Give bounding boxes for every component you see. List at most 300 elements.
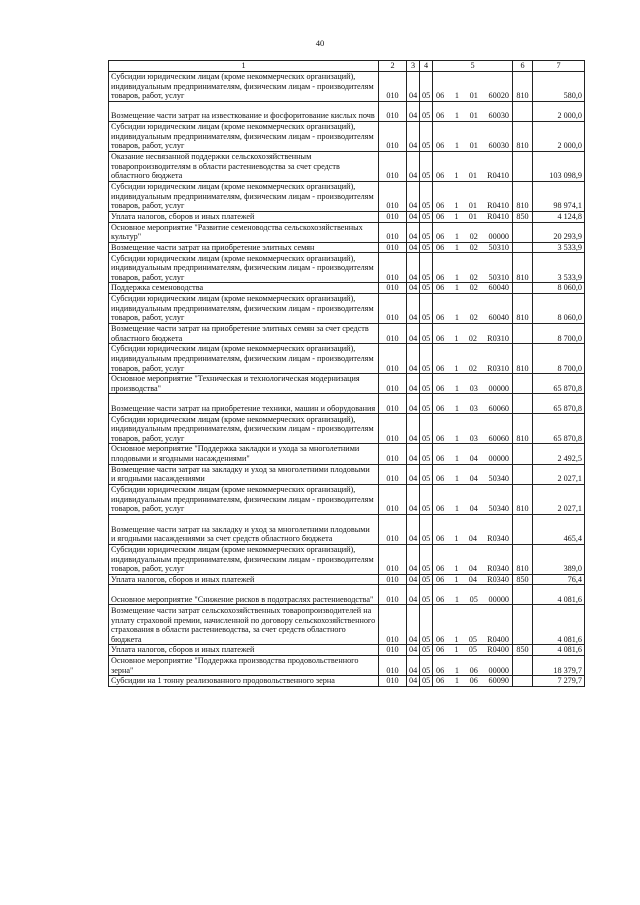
chapter-code-cell: 010 [379, 152, 407, 182]
target-article-part: R0340 [487, 534, 509, 544]
row-name-cell: Возмещение части затрат на приобретение элитных семян [109, 242, 379, 253]
target-article-cell [433, 585, 513, 605]
expense-type-cell: 850 [513, 212, 533, 223]
table-row [109, 645, 585, 656]
amount-cell: 8 700,0 [533, 344, 585, 374]
row-name-cell: Уплата налогов, сборов и иных платежей [109, 645, 379, 656]
amount-cell: 2 000,0 [533, 122, 585, 152]
target-article-part: 1 [454, 272, 459, 282]
chapter-code-cell: 010 [379, 72, 407, 102]
amount-cell: 2 027,1 [533, 484, 585, 514]
target-article-part: 06 [436, 283, 445, 293]
amount-cell: 2 027,1 [533, 464, 585, 484]
subsection-code-cell: 05 [420, 544, 433, 574]
target-article-cell [433, 102, 513, 122]
table-row [109, 414, 585, 444]
subsection-code-cell: 05 [420, 344, 433, 374]
table-header-row [109, 61, 585, 72]
expense-type-cell [513, 464, 533, 484]
target-article-part: 06 [436, 433, 445, 443]
section-code-cell: 04 [407, 323, 420, 343]
target-article-part: 06 [436, 171, 445, 181]
target-article-part: 1 [454, 403, 459, 413]
chapter-code-cell: 010 [379, 212, 407, 223]
row-name-cell: Возмещение части затрат на закладку и уход за многолетними плодовыми и ягодными насаждениями [109, 464, 379, 484]
row-name-cell: Субсидии юридическим лицам (кроме некоммерческих организаций), индивидуальным предпринимателям, физическим лицам - производителям товаров, работ, услуг [109, 484, 379, 514]
target-article-cell [433, 374, 513, 394]
chapter-code-cell: 010 [379, 242, 407, 253]
target-article-part: 05 [468, 645, 477, 655]
subsection-code-cell: 05 [420, 645, 433, 656]
target-article-part: 05 [469, 594, 478, 604]
section-code-cell: 04 [407, 464, 420, 484]
amount-cell: 2 492,5 [533, 444, 585, 464]
table-row [109, 182, 585, 212]
target-article-part: 60090 [488, 676, 509, 686]
subsection-code-cell: 05 [420, 323, 433, 343]
amount-cell: 3 533,9 [533, 253, 585, 283]
target-article-cell [433, 323, 513, 343]
subsection-code-cell: 05 [420, 253, 433, 283]
target-article-part: 60060 [488, 433, 509, 443]
subsection-code-cell: 05 [420, 585, 433, 605]
table-row [109, 293, 585, 323]
row-name-cell: Основное мероприятие "Поддержка закладки и ухода за многолетними плодовыми и ягодными насаждениями" [109, 444, 379, 464]
target-article-part: 1 [454, 201, 459, 211]
expense-type-cell: 810 [513, 484, 533, 514]
table-row [109, 484, 585, 514]
target-article-part: 1 [454, 363, 459, 373]
subsection-code-cell: 05 [420, 574, 433, 585]
amount-cell: 2 000,0 [533, 102, 585, 122]
target-article-part: 1 [454, 433, 459, 443]
expense-type-cell: 810 [513, 293, 533, 323]
header-cell: 6 [513, 61, 533, 72]
expense-type-cell: 810 [513, 253, 533, 283]
target-article-part: 04 [468, 574, 477, 584]
budget-table [108, 60, 585, 687]
chapter-code-cell: 010 [379, 655, 407, 675]
target-article-part: R0310 [487, 363, 509, 373]
target-article-part: 06 [436, 333, 445, 343]
target-article-part: 1 [454, 645, 459, 655]
subsection-code-cell: 05 [420, 102, 433, 122]
section-code-cell: 04 [407, 544, 420, 574]
chapter-code-cell: 010 [379, 484, 407, 514]
expense-type-cell: 810 [513, 72, 533, 102]
section-code-cell: 04 [407, 293, 420, 323]
target-article-part: 1 [454, 665, 459, 675]
expense-type-cell: 850 [513, 574, 533, 585]
table-row [109, 152, 585, 182]
subsection-code-cell: 05 [420, 464, 433, 484]
header-cell: 1 [109, 61, 379, 72]
target-article-part: 06 [436, 665, 445, 675]
target-article-part: 50310 [488, 242, 509, 252]
target-article-cell [433, 212, 513, 223]
section-code-cell: 04 [407, 484, 420, 514]
target-article-cell [433, 464, 513, 484]
target-article-part: 02 [469, 242, 478, 252]
target-article-part: 02 [469, 283, 478, 293]
target-article-part: 06 [436, 242, 445, 252]
target-article-part: 00000 [488, 232, 509, 242]
row-name-cell: Субсидии юридическим лицам (кроме некоммерческих организаций), индивидуальным предпринимателям, физическим лицам - производителям товаров, работ, услуг [109, 182, 379, 212]
row-name-cell: Субсидии юридическим лицам (кроме некоммерческих организаций), индивидуальным предпринимателям, физическим лицам - производителям товаров, работ, услуг [109, 293, 379, 323]
header-cell: 5 [433, 61, 513, 72]
section-code-cell: 04 [407, 645, 420, 656]
subsection-code-cell: 05 [420, 414, 433, 444]
target-article-cell [433, 544, 513, 574]
target-article-part: 06 [436, 111, 445, 121]
target-article-part: 06 [436, 383, 445, 393]
section-code-cell: 04 [407, 102, 420, 122]
table-row [109, 72, 585, 102]
expense-type-cell [513, 444, 533, 464]
amount-cell: 4 081,6 [533, 605, 585, 645]
target-article-cell [433, 253, 513, 283]
target-article-part: 06 [436, 272, 445, 282]
target-article-part: 01 [468, 171, 477, 181]
target-article-part: R0410 [487, 212, 509, 221]
row-name-cell: Основное мероприятие "Техническая и технологическая модернизация производства" [109, 374, 379, 394]
target-article-part: R0400 [487, 645, 509, 655]
amount-cell: 65 870,8 [533, 394, 585, 414]
subsection-code-cell: 05 [420, 676, 433, 687]
target-article-part: 60030 [488, 141, 509, 151]
chapter-code-cell: 010 [379, 253, 407, 283]
subsection-code-cell: 05 [420, 283, 433, 294]
amount-cell: 3 533,9 [533, 242, 585, 253]
amount-cell: 18 379,7 [533, 655, 585, 675]
subsection-code-cell: 05 [420, 394, 433, 414]
target-article-part: 1 [454, 242, 459, 252]
table-row [109, 242, 585, 253]
chapter-code-cell: 010 [379, 102, 407, 122]
target-article-part: 05 [468, 634, 477, 644]
target-article-part: 06 [469, 665, 478, 675]
section-code-cell: 04 [407, 605, 420, 645]
table-row [109, 344, 585, 374]
target-article-part: 06 [436, 141, 445, 151]
subsection-code-cell: 05 [420, 212, 433, 223]
table-row [109, 102, 585, 122]
amount-cell: 4 081,6 [533, 645, 585, 656]
section-code-cell: 04 [407, 283, 420, 294]
expense-type-cell [513, 585, 533, 605]
subsection-code-cell: 05 [420, 484, 433, 514]
target-article-part: 06 [436, 403, 445, 413]
amount-cell: 389,0 [533, 544, 585, 574]
target-article-part: 50310 [488, 272, 509, 282]
table-row [109, 253, 585, 283]
row-name-cell: Уплата налогов, сборов и иных платежей [109, 212, 379, 223]
subsection-code-cell: 05 [420, 152, 433, 182]
target-article-part: 03 [469, 433, 478, 443]
target-article-part: 60040 [488, 283, 509, 293]
section-code-cell: 04 [407, 122, 420, 152]
row-name-cell: Субсидии юридическим лицам (кроме некоммерческих организаций), индивидуальным предпринимателям, физическим лицам - производителям товаров, работ, услуг [109, 122, 379, 152]
page-number: 40 [315, 38, 325, 48]
target-article-part: 1 [454, 232, 459, 242]
expense-type-cell [513, 605, 533, 645]
amount-cell: 580,0 [533, 72, 585, 102]
target-article-part: 06 [436, 313, 445, 323]
section-code-cell: 04 [407, 182, 420, 212]
chapter-code-cell: 010 [379, 514, 407, 544]
header-cell: 3 [407, 61, 420, 72]
table-row [109, 514, 585, 544]
expense-type-cell [513, 655, 533, 675]
target-article-part: 06 [436, 534, 445, 544]
target-article-part: 06 [436, 212, 445, 221]
target-article-part: 06 [436, 232, 445, 242]
expense-type-cell: 850 [513, 645, 533, 656]
header-cell: 7 [533, 61, 585, 72]
row-name-cell: Возмещение части затрат сельскохозяйственных товаропроизводителей на уплату страховой премии, начисленной по договору сельскохозяйственного страхования в области растениеводства, за счет средств областного бюджета [109, 605, 379, 645]
target-article-part: 1 [454, 634, 459, 644]
amount-cell: 465,4 [533, 514, 585, 544]
target-article-cell [433, 182, 513, 212]
amount-cell: 103 098,9 [533, 152, 585, 182]
expense-type-cell: 810 [513, 414, 533, 444]
target-article-part: 1 [454, 676, 459, 686]
row-name-cell: Уплата налогов, сборов и иных платежей [109, 574, 379, 585]
table-row [109, 655, 585, 675]
target-article-part: 01 [468, 201, 477, 211]
row-name-cell: Субсидии юридическим лицам (кроме некоммерческих организаций), индивидуальным предпринимателям, физическим лицам - производителям товаров, работ, услуг [109, 344, 379, 374]
target-article-part: 02 [469, 272, 478, 282]
section-code-cell: 04 [407, 574, 420, 585]
amount-cell: 20 293,9 [533, 222, 585, 242]
target-article-cell [433, 414, 513, 444]
target-article-part: 06 [436, 91, 445, 101]
row-name-cell: Субсидии юридическим лицам (кроме некоммерческих организаций), индивидуальным предпринимателям, физическим лицам - производителям товаров, работ, услуг [109, 72, 379, 102]
expense-type-cell [513, 102, 533, 122]
target-article-cell [433, 72, 513, 102]
target-article-part: R0310 [487, 333, 509, 343]
chapter-code-cell: 010 [379, 676, 407, 687]
row-name-cell: Возмещение части затрат на закладку и уход за многолетними плодовыми и ягодными насаждениями за счет средств областного бюджета [109, 514, 379, 544]
subsection-code-cell: 05 [420, 444, 433, 464]
expense-type-cell [513, 676, 533, 687]
target-article-part: 06 [436, 564, 445, 574]
row-name-cell: Поддержка семеноводства [109, 283, 379, 294]
subsection-code-cell: 05 [420, 122, 433, 152]
section-code-cell: 04 [407, 72, 420, 102]
section-code-cell: 04 [407, 676, 420, 687]
expense-type-cell [513, 222, 533, 242]
chapter-code-cell: 010 [379, 344, 407, 374]
target-article-part: 04 [469, 474, 478, 484]
chapter-code-cell: 010 [379, 444, 407, 464]
target-article-part: 1 [454, 111, 459, 121]
target-article-part: 06 [436, 453, 445, 463]
target-article-part: 00000 [488, 453, 509, 463]
header-cell: 4 [420, 61, 433, 72]
target-article-part: 00000 [488, 383, 509, 393]
section-code-cell: 04 [407, 655, 420, 675]
subsection-code-cell: 05 [420, 182, 433, 212]
chapter-code-cell: 010 [379, 283, 407, 294]
section-code-cell: 04 [407, 374, 420, 394]
target-article-cell [433, 605, 513, 645]
target-article-cell [433, 514, 513, 544]
amount-cell: 7 279,7 [533, 676, 585, 687]
amount-cell: 65 870,8 [533, 414, 585, 444]
expense-type-cell [513, 283, 533, 294]
target-article-cell [433, 574, 513, 585]
amount-cell: 4 081,6 [533, 585, 585, 605]
target-article-part: 01 [469, 141, 478, 151]
target-article-part: 1 [454, 212, 459, 221]
chapter-code-cell: 010 [379, 574, 407, 585]
expense-type-cell [513, 242, 533, 253]
header-cell: 2 [379, 61, 407, 72]
target-article-cell [433, 444, 513, 464]
section-code-cell: 04 [407, 242, 420, 253]
expense-type-cell: 810 [513, 544, 533, 574]
target-article-cell [433, 122, 513, 152]
chapter-code-cell: 010 [379, 323, 407, 343]
target-article-part: 60020 [488, 91, 509, 101]
table-row [109, 212, 585, 223]
target-article-part: 1 [454, 383, 459, 393]
target-article-part: 1 [454, 91, 459, 101]
target-article-cell [433, 655, 513, 675]
target-article-part: 1 [454, 474, 459, 484]
section-code-cell: 04 [407, 394, 420, 414]
section-code-cell: 04 [407, 253, 420, 283]
table-row [109, 374, 585, 394]
target-article-part: 03 [469, 383, 478, 393]
target-article-part: 50340 [488, 474, 509, 484]
section-code-cell: 04 [407, 514, 420, 544]
target-article-part: 00000 [488, 594, 509, 604]
target-article-part: 06 [436, 574, 445, 584]
row-name-cell: Основное мероприятие "Снижение рисков в подотраслях растениеводства" [109, 585, 379, 605]
chapter-code-cell: 010 [379, 585, 407, 605]
row-name-cell: Субсидии юридическим лицам (кроме некоммерческих организаций), индивидуальным предпринимателям, физическим лицам - производителям товаров, работ, услуг [109, 414, 379, 444]
target-article-cell [433, 645, 513, 656]
target-article-part: 00000 [488, 665, 509, 675]
table-row [109, 605, 585, 645]
target-article-cell [433, 283, 513, 294]
target-article-part: 50340 [488, 504, 509, 514]
target-article-part: 06 [436, 474, 445, 484]
target-article-part: 1 [454, 574, 459, 584]
target-article-cell [433, 152, 513, 182]
target-article-part: 06 [436, 676, 445, 686]
target-article-part: 01 [468, 212, 477, 221]
row-name-cell: Возмещение части затрат на приобретение элитных семян за счет средств областного бюджета [109, 323, 379, 343]
target-article-part: R0340 [487, 564, 509, 574]
table-row [109, 394, 585, 414]
chapter-code-cell: 010 [379, 645, 407, 656]
target-article-part: 04 [468, 564, 477, 574]
target-article-part: 02 [468, 363, 477, 373]
target-article-part: 02 [469, 232, 478, 242]
subsection-code-cell: 05 [420, 374, 433, 394]
section-code-cell: 04 [407, 585, 420, 605]
expense-type-cell: 810 [513, 182, 533, 212]
row-name-cell: Основное мероприятие "Развитие семеноводства сельскохозяйственных культур" [109, 222, 379, 242]
section-code-cell: 04 [407, 414, 420, 444]
expense-type-cell: 810 [513, 344, 533, 374]
table-row [109, 222, 585, 242]
chapter-code-cell: 010 [379, 394, 407, 414]
target-article-part: 1 [454, 594, 459, 604]
chapter-code-cell: 010 [379, 293, 407, 323]
expense-type-cell [513, 152, 533, 182]
section-code-cell: 04 [407, 222, 420, 242]
chapter-code-cell: 010 [379, 464, 407, 484]
chapter-code-cell: 010 [379, 222, 407, 242]
target-article-part: 1 [454, 534, 459, 544]
target-article-cell [433, 242, 513, 253]
target-article-part: 1 [454, 453, 459, 463]
target-article-part: 06 [436, 594, 445, 604]
amount-cell: 76,4 [533, 574, 585, 585]
target-article-part: R0400 [487, 634, 509, 644]
target-article-cell [433, 484, 513, 514]
subsection-code-cell: 05 [420, 514, 433, 544]
target-article-part: 1 [454, 141, 459, 151]
target-article-part: 06 [436, 504, 445, 514]
target-article-part: 60030 [488, 111, 509, 121]
target-article-cell [433, 293, 513, 323]
target-article-part: 1 [454, 283, 459, 293]
target-article-cell [433, 676, 513, 687]
section-code-cell: 04 [407, 152, 420, 182]
target-article-part: 60060 [488, 403, 509, 413]
row-name-cell: Субсидии юридическим лицам (кроме некоммерческих организаций), индивидуальным предпринимателям, физическим лицам - производителям товаров, работ, услуг [109, 544, 379, 574]
chapter-code-cell: 010 [379, 605, 407, 645]
target-article-part: 02 [469, 313, 478, 323]
row-name-cell: Возмещение части затрат на приобретение техники, машин и оборудования [109, 394, 379, 414]
table-row [109, 323, 585, 343]
row-name-cell: Основное мероприятие "Поддержка производства продовольственного зерна" [109, 655, 379, 675]
target-article-part: 1 [454, 333, 459, 343]
target-article-part: 06 [436, 363, 445, 373]
amount-cell: 8 060,0 [533, 293, 585, 323]
target-article-part: 02 [468, 333, 477, 343]
amount-cell: 8 700,0 [533, 323, 585, 343]
section-code-cell: 04 [407, 344, 420, 374]
subsection-code-cell: 05 [420, 655, 433, 675]
chapter-code-cell: 010 [379, 544, 407, 574]
target-article-part: R0410 [487, 171, 509, 181]
target-article-part: 06 [436, 634, 445, 644]
target-article-part: 04 [468, 534, 477, 544]
table-row [109, 574, 585, 585]
section-code-cell: 04 [407, 212, 420, 223]
section-code-cell: 04 [407, 444, 420, 464]
target-article-part: 1 [454, 504, 459, 514]
subsection-code-cell: 05 [420, 72, 433, 102]
amount-cell: 4 124,8 [533, 212, 585, 223]
target-article-part: 03 [469, 403, 478, 413]
expense-type-cell [513, 514, 533, 544]
target-article-part: 04 [469, 453, 478, 463]
target-article-part: 06 [436, 645, 445, 655]
table-row [109, 676, 585, 687]
target-article-part: 1 [454, 313, 459, 323]
expense-type-cell [513, 394, 533, 414]
target-article-part: R0410 [487, 201, 509, 211]
target-article-part: 1 [454, 564, 459, 574]
amount-cell: 8 060,0 [533, 283, 585, 294]
